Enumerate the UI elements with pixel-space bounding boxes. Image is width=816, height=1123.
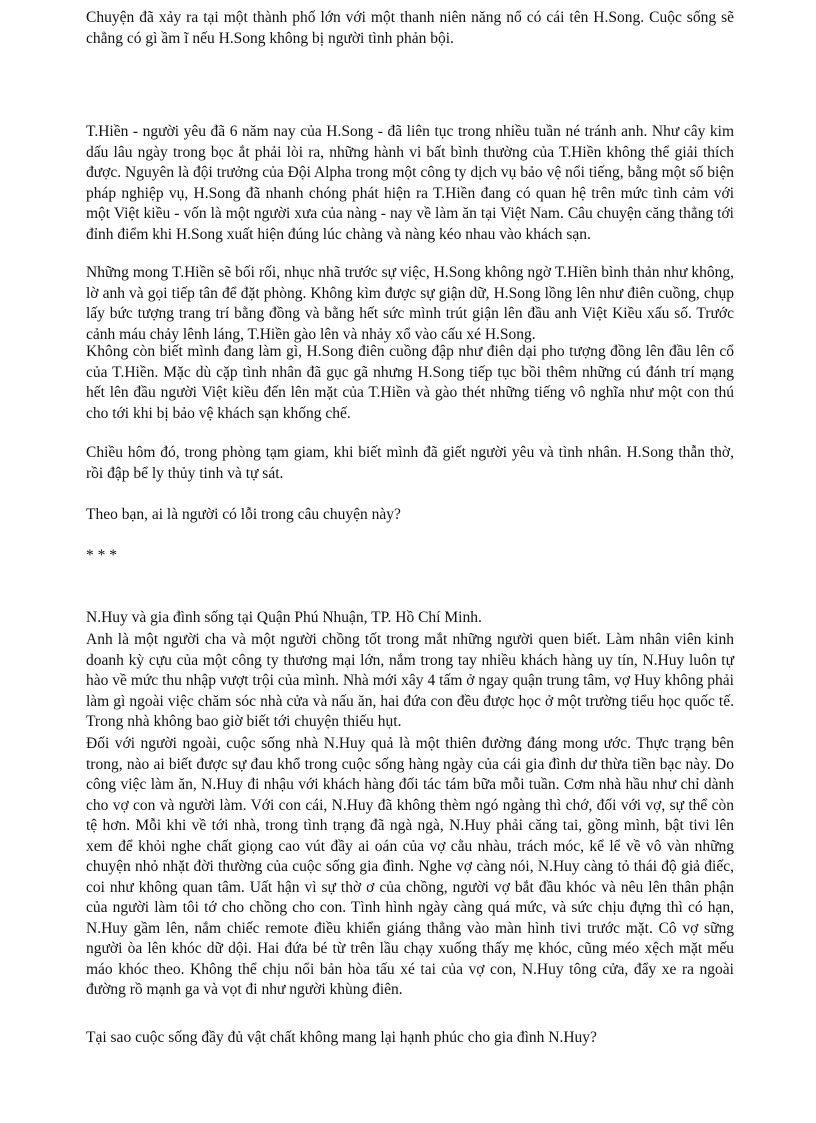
paragraph-nhuy-family-life: Đối với người ngoài, cuộc sống nhà N.Huy quả là một thiên đường đáng mong ước. Thực trạng bên trong, nào ai biết được sự đau khổ trong cuộc sống hàng ngày của cái gia đình dư thừa tiền bạc này. Do công việc làm ăn, N.Huy đi nhậu với khách hàng đối tác tám bữa mỗi tuần. Cơm nhà hầu như chỉ dành cho vợ con và người làm. Với con cái, N.Huy đã không thèm ngó ngàng thì chớ, đối với vợ, sự thể còn tệ hơn. Mỗi khi về tới nhà, trong tình trạng đã ngà ngà, N.Huy phải căng tai, gồng mình, bật tivi lên xem để khỏi nghe chất giọng cao vút đầy ai oán của vợ cằu nhàu, trách móc, kể lể về vô vàn những chuyện nhỏ nhặt đời thường của cuộc sống gia đình. Nghe vợ càng nói, N.Huy càng tỏ thái độ giả điếc, coi như không quan tâm. Uất hận vì sự thờ ơ của chồng, người vợ bắt đầu khóc và nêu lên thân phận của người làm tôi tớ cho chồng cho con. Tình hình ngày càng quá mức, và sức chịu đựng thì có hạn, N.Huy gầm lên, nắm chiếc remote điều khiển giáng thẳng vào màn hình tivi trước mặt. Cô vợ sững người òa lên khóc dữ dội. Hai đứa bé từ trên lầu chạy xuống thấy mẹ khóc, cũng méo xệch mặt mếu máo khóc theo. Không thể chịu nổi bản hòa tấu xé tai của vợ con, N.Huy tông cửa, đẩy xe ra ngoài đường rồ mạnh ga và vọt đi như người khùng điên. bbox=[86, 735, 734, 998]
paragraph-hsong-discovery: T.Hiền - người yêu đã 6 năm nay của H.Song - đã liên tục trong nhiều tuần né tránh anh. Như cây kim dấu lâu ngày trong bọc ắt phải lòi ra, những hành vi bất bình thường của T.Hiền không thể giải thích được. Nguyên là đội trưởng của Đội Alpha trong một công ty dịch vụ bảo vệ nổi tiếng, bằng một số biện pháp nghiệp vụ, H.Song đã nhanh chóng phát hiện ra T.Hiền đang có quan hệ trên mức tình cảm với một Việt kiều - vốn là một người xưa của nàng - nay về làm ăn tại Việt Nam. Câu chuyện căng thẳng tới đỉnh điểm khi H.Song xuất hiện đúng lúc chàng và nàng kéo nhau vào khách sạn. bbox=[86, 123, 734, 243]
paragraph-question-2: Tại sao cuộc sống đầy đủ vật chất không mang lại hạnh phúc cho gia đình N.Huy? bbox=[86, 1029, 597, 1046]
paragraph-nhuy-background: Anh là một người cha và một người chồng tốt trong mắt những người quen biết. Làm nhân viên kinh doanh kỳ cựu của một công ty thương mại lớn, nắm trong tay nhiều khách hàng uy tín, N.Huy luôn tự hào về mức thu nhập vượt trội của mình. Nhà mới xây 4 tấm ở ngay quận trung tâm, vợ Huy không phải làm gì ngoài việc chăm sóc nhà cửa và nấu ăn, hai đứa con đều được học ở một trường tiểu học quốc tế. Trong nhà không bao giờ biết tới chuyện thiếu hụt. bbox=[86, 631, 734, 730]
paragraph-question-1: Theo bạn, ai là người có lỗi trong câu chuyện này? bbox=[86, 506, 401, 523]
paragraph-violence: Không còn biết mình đang làm gì, H.Song điên cuồng đập như điên dại pho tượng đồng lên đầu lên cổ của T.Hiền. Mặc dù cặp tình nhân đã gục gã nhưng H.Song tiếp tục bồi thêm những cú đánh trí mạng hết lên đầu người Việt kiều đến lên mặt của T.Hiền và gào thét những tiếng vô nghĩa như một con thú cho tới khi bị bảo vệ khách sạn khống chế. bbox=[86, 343, 734, 422]
paragraph-hotel-confrontation: Những mong T.Hiền sẽ bối rối, nhục nhã trước sự việc, H.Song không ngờ T.Hiền bình thản như không, lờ anh và gọi tiếp tân để đặt phòng. Không kìm được sự giận dữ, H.Song lồng lên như điên cuồng, chụp lấy bức tượng trang trí bằng đồng và bằng hết sức mình trút giận lên đầu anh Việt Kiều xấu số. Trước cảnh máu chảy lênh láng, T.Hiền gào lên và nhảy xổ vào cấu xé H.Song. bbox=[86, 264, 734, 343]
section-separator: * * * bbox=[86, 547, 117, 564]
paragraph-story-intro: Chuyện đã xảy ra tại một thành phố lớn với một thanh niên năng nổ có cái tên H.Song. Cuộc sống sẽ chẳng có gì ầm ĩ nếu H.Song không bị người tình phản bội. bbox=[86, 9, 734, 47]
paragraph-suicide: Chiều hôm đó, trong phòng tạm giam, khi biết mình đã giết người yêu và tình nhân. H.Song thẫn thờ, rồi đập bể ly thủy tinh và tự sát. bbox=[86, 444, 734, 482]
paragraph-nhuy-intro: N.Huy và gia đình sống tại Quận Phú Nhuận, TP. Hồ Chí Minh. bbox=[86, 609, 482, 626]
